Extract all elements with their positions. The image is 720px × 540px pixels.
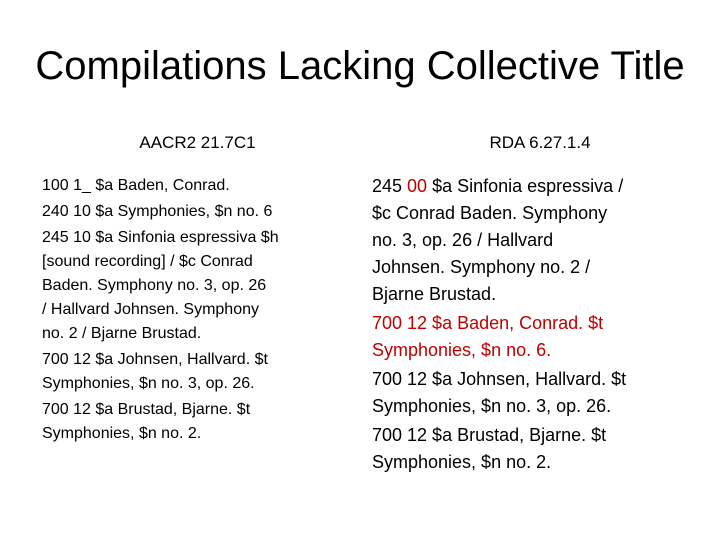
aacr2-field-245	[42, 226, 362, 346]
field-line: Baden. Symphony no. 3, op. 26	[42, 277, 267, 294]
field-line: / Hallvard Johnsen. Symphony	[42, 301, 259, 318]
field-line: no. 2 / Bjarne Brustad.	[42, 325, 202, 342]
slide-title: Compilations Lacking Collective Title	[35, 44, 685, 88]
field-line: 700 12 $a Brustad, Bjarne. $t	[42, 401, 251, 418]
rda-record	[372, 173, 672, 478]
field-line: Symphonies, $n no. 3, op. 26.	[372, 396, 612, 416]
field-tag: 245	[372, 176, 408, 196]
field-line: $c Conrad Baden. Symphony	[372, 203, 608, 223]
field-line: Symphonies, $n no. 2.	[42, 425, 202, 442]
field-line	[372, 173, 672, 200]
aacr2-heading: AACR2 21.7C1	[139, 133, 256, 152]
aacr2-field-100	[42, 174, 362, 198]
field-line: no. 3, op. 26 / Hallvard	[372, 230, 554, 250]
field-line: [sound recording] / $c Conrad	[42, 253, 253, 270]
field-line: Bjarne Brustad.	[372, 284, 497, 304]
field-line: Symphonies, $n no. 6.	[372, 340, 552, 360]
field-line: Symphonies, $n no. 2.	[372, 452, 552, 472]
rda-heading: RDA 6.27.1.4	[489, 133, 591, 152]
rda-field-700-brustad	[372, 422, 672, 476]
field-line: Johnsen. Symphony no. 2 /	[372, 257, 591, 277]
changed-indicators: 00	[407, 176, 428, 196]
rda-field-245	[372, 173, 672, 308]
rda-field-700-johnsen	[372, 366, 672, 420]
field-line: Symphonies, $n no. 3, op. 26.	[42, 375, 255, 392]
aacr2-field-240	[42, 200, 362, 224]
field-line: 700 12 $a Johnsen, Hallvard. $t	[372, 369, 627, 389]
aacr2-field-700-johnsen	[42, 348, 362, 396]
field-line: 245 10 $a Sinfonia espressiva $h	[42, 229, 279, 246]
aacr2-field-700-brustad	[42, 398, 362, 446]
field-line: 240 10 $a Symphonies, $n no. 6	[42, 203, 273, 220]
field-text: $a Sinfonia espressiva /	[427, 176, 624, 196]
field-line: 700 12 $a Baden, Conrad. $t	[372, 313, 604, 333]
field-line: 700 12 $a Johnsen, Hallvard. $t	[42, 351, 268, 368]
aacr2-record	[42, 174, 362, 448]
field-line: 100 1_ $a Baden, Conrad.	[42, 177, 230, 194]
field-line: 700 12 $a Brustad, Bjarne. $t	[372, 425, 607, 445]
rda-field-700-baden	[372, 310, 672, 364]
